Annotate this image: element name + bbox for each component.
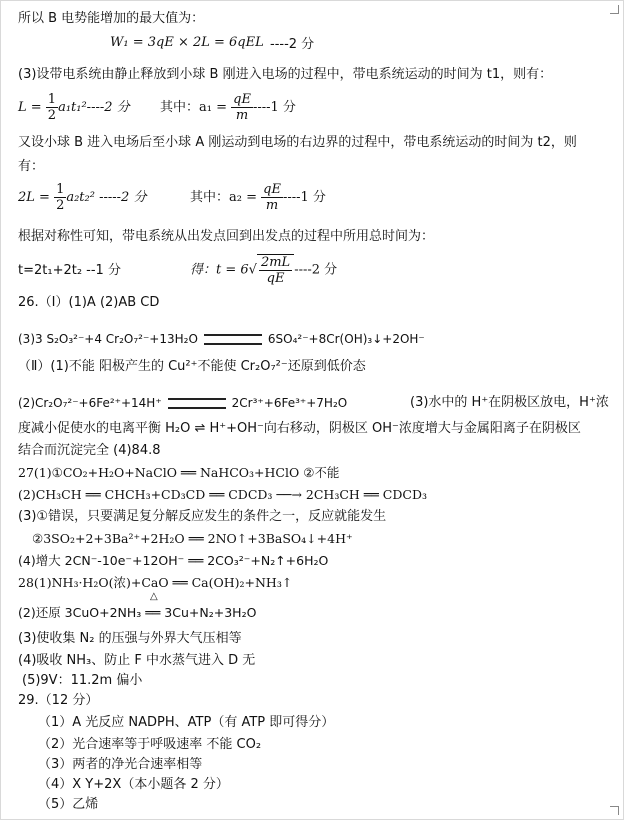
- line-22: (2)还原 3CuO+2NH₃ ══ 3Cu+N₂+3H₂O: [18, 605, 257, 620]
- sqrt-sign: √: [248, 262, 257, 278]
- line-24: (4)吸收 NH₃、防止 F 中水蒸气进入 D 无: [18, 653, 256, 668]
- line-3: (3)设带电系统由静止释放到小球 B 刚进入电场的过程中，带电系统运动的时间为 t1，则有：: [18, 67, 553, 82]
- heat-symbol: △: [150, 591, 158, 602]
- l13-right: 2Cr³⁺+6Fe³⁺+7H₂O: [231, 396, 348, 410]
- line-4-mid: [160, 92, 296, 123]
- line-26: 29.（12 分）: [18, 693, 99, 708]
- l7-half: $\frac{1}{2}$: [56, 182, 65, 213]
- l9-score: ----2 分: [294, 262, 338, 278]
- line-28: （2）光合速率等于呼吸速率 不能 CO₂: [38, 737, 262, 752]
- line-11: [18, 330, 425, 348]
- l4-score: ----1 分: [252, 100, 296, 115]
- l7-frac: $\frac{qE}{m}$: [263, 182, 281, 213]
- line-17: (2)CH₃CH ══ CHCH₃+CD₃CD ══ CDCD₃ ──→ 2CH₃CH ══ CDCD₃: [18, 487, 427, 502]
- line-5: 又设小球 B 进入电场后至小球 A 刚运动到电场的右边界的过程中，带电系统运动的时间为 t2，则: [18, 135, 577, 150]
- l9-sqrt: $\frac{2mL}{qE}$: [257, 254, 294, 286]
- line-12: （Ⅱ）(1)不能 阳极产生的 Cu²⁺不能使 Cr₂O₇²⁻还原到低价态: [18, 359, 366, 374]
- line-13-tail: (3)水中的 H⁺在阴极区放电，H⁺浓: [410, 395, 609, 410]
- line-18: (3)①错误，只要满足复分解反应发生的条件之一，反应就能发生: [18, 509, 387, 524]
- line-15: 结合而沉淀完全 (4)84.8: [18, 443, 161, 458]
- l11-left: (3)3 S₂O₃²⁻+4 Cr₂O₇²⁻+13H₂O: [18, 332, 198, 346]
- corner-mark-bottom-right: [610, 806, 619, 815]
- line-13: [18, 394, 347, 412]
- line-31: （5）乙烯: [38, 797, 99, 812]
- l4-mid: 其中：a₁ =: [160, 100, 232, 115]
- l7-score: ----1 分: [282, 190, 326, 205]
- line-8: 根据对称性可知，带电系统从出发点回到出发点的过程中所用总时间为：: [18, 229, 435, 244]
- equals-bar: [204, 334, 262, 345]
- line-21: 28(1)NH₃·H₂O(浓)+CaO ══ Ca(OH)₂+NH₃↑: [18, 575, 293, 590]
- line-10: 26.（Ⅰ）(1)A (2)AB CD: [18, 295, 160, 310]
- l7-tail: a₂t₂² -----2 分: [66, 190, 147, 205]
- l13-left: (2)Cr₂O₇²⁻+6Fe²⁺+14H⁺: [18, 396, 162, 410]
- line-7: [18, 182, 146, 213]
- l9-mid: 得：t = 6: [190, 262, 249, 278]
- line-4: [18, 92, 130, 123]
- l4-left: L =: [18, 100, 46, 115]
- line-7-mid: [190, 182, 326, 213]
- l4-half: $\frac{1}{2}$: [47, 92, 57, 123]
- corner-mark-top-right: [610, 5, 619, 14]
- line-23: (3)使收集 N₂ 的压强与外界大气压相等: [18, 631, 242, 646]
- l4-tail: a₁t₁²----2 分: [58, 100, 130, 115]
- formula-w1: W₁ = 3qE × 2L = 6qEL: [110, 35, 264, 50]
- line-9-mid: [190, 254, 337, 286]
- score-2: ----2 分: [270, 37, 315, 52]
- line-25: (5)9V：11.2m 偏小: [22, 673, 143, 688]
- line-27: （1）A 光反应 NADPH、ATP（有 ATP 即可得分）: [38, 715, 335, 730]
- line-14: 度减小促使水的电离平衡 H₂O ⇌ H⁺+OH⁻向右移动，阴极区 OH⁻浓度增大与金属阳离子在阴极区: [18, 421, 581, 436]
- l11-right: 6SO₄²⁻+8Cr(OH)₃↓+2OH⁻: [267, 332, 425, 346]
- line-20: (4)增大 2CN⁻-10e⁻+12OH⁻ ══ 2CO₃²⁻+N₂↑+6H₂O: [18, 553, 329, 568]
- line-1: 所以 B 电势能增加的最大值为：: [18, 11, 205, 26]
- line-9: t=2t₁+2t₂ --1 分: [18, 263, 121, 278]
- line-30: （4）X Y+2X（本小题各 2 分）: [38, 777, 229, 792]
- l7-mid: 其中：a₂ =: [190, 190, 262, 205]
- l7-left: 2L =: [18, 190, 55, 205]
- line-19: ②3SO₂+2+3Ba²⁺+2H₂O ══ 2NO↑+3BaSO₄↓+4H⁺: [32, 531, 353, 546]
- line-6: 有：: [18, 159, 45, 174]
- l4-frac: $\frac{qE}{m}$: [233, 92, 251, 123]
- line-29: （3）两者的净光合速率相等: [38, 757, 203, 772]
- line-16: 27(1)①CO₂+H₂O+NaClO ══ NaHCO₃+HClO ②不能: [18, 465, 340, 480]
- equals-bar: [168, 398, 226, 409]
